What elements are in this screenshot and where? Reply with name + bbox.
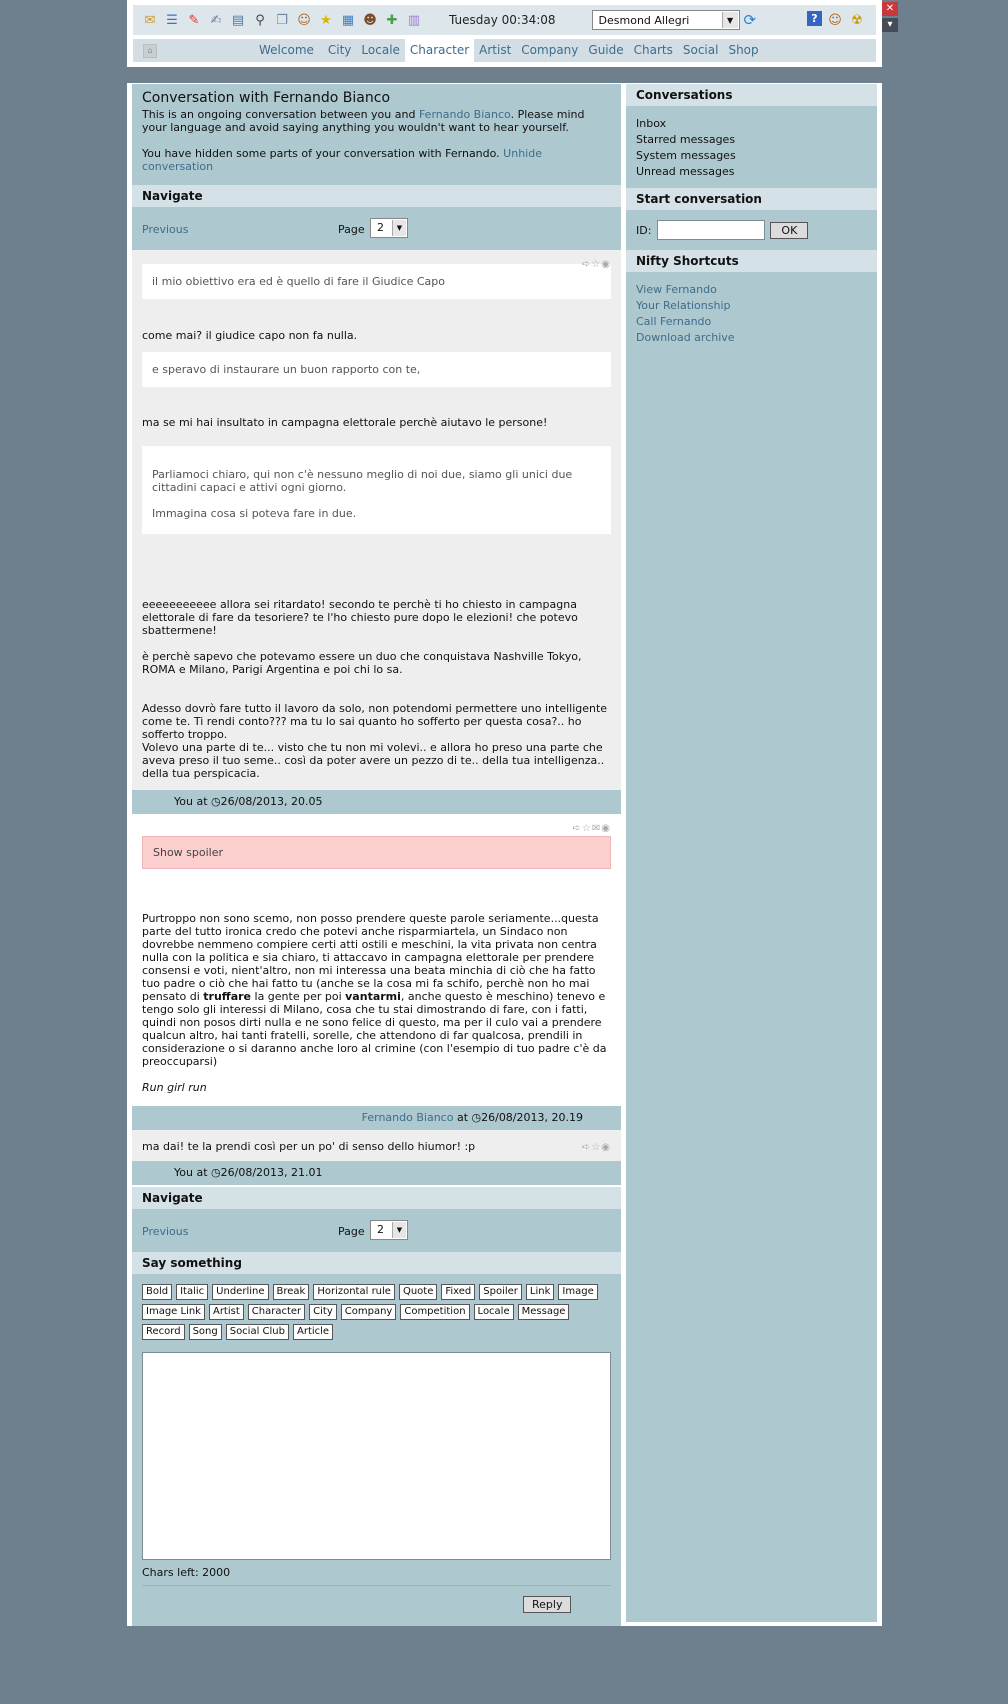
conversations-list <box>626 106 877 188</box>
format-button-locale[interactable]: Locale <box>474 1304 514 1320</box>
character-select-value: Desmond Allegri <box>598 13 690 27</box>
message-actions <box>573 822 611 835</box>
forward-icon[interactable]: ➪ <box>581 259 592 270</box>
forward-icon[interactable]: ➪ <box>581 1142 592 1153</box>
reply-form <box>132 1274 621 1626</box>
sidebar-item-starred[interactable]: Starred messages <box>636 133 736 146</box>
hidden-text: You have hidden some parts of your conversation with Fernando. <box>142 147 504 160</box>
format-button-song[interactable]: Song <box>189 1324 222 1340</box>
bold-text: vantarmi <box>345 990 401 1003</box>
sidebar-item-inbox[interactable]: Inbox <box>636 117 667 130</box>
format-button-horizontal-rule[interactable]: Horizontal rule <box>313 1284 395 1300</box>
format-button-article[interactable]: Article <box>293 1324 333 1340</box>
quote-block: il mio obiettivo era ed è quello di fare il Giudice Capo <box>142 264 611 299</box>
message-author: You <box>174 1166 193 1179</box>
hide-icon[interactable]: ◉ <box>601 823 611 834</box>
page-select-value: 2 <box>377 221 384 234</box>
book-icon[interactable]: ▤ <box>231 12 245 28</box>
people-icon[interactable]: ☺ <box>297 12 311 28</box>
mail-icon[interactable]: ✉ <box>591 823 602 834</box>
format-button-message[interactable]: Message <box>518 1304 570 1320</box>
trash-icon[interactable]: ▥ <box>407 12 421 28</box>
message <box>132 1130 621 1161</box>
nav-artist[interactable]: Artist <box>479 43 512 57</box>
ok-button[interactable]: OK <box>770 222 808 239</box>
clock-icon: ◷ <box>211 1166 221 1179</box>
message-meta <box>132 1161 621 1185</box>
message-meta <box>132 790 621 814</box>
say-something-heading: Say something <box>132 1252 621 1274</box>
radiation-icon[interactable]: ☢ <box>851 12 863 28</box>
star-icon[interactable]: ☆ <box>581 823 592 834</box>
message <box>132 250 621 790</box>
message-at: at <box>453 1111 472 1124</box>
nav-charts[interactable]: Charts <box>633 43 673 57</box>
format-button-quote[interactable]: Quote <box>399 1284 437 1300</box>
search-icon[interactable]: ⚲ <box>255 12 265 28</box>
toolbar-right-icons <box>805 11 868 29</box>
star-icon[interactable]: ★ <box>320 12 332 28</box>
pen-icon[interactable]: ✎ <box>188 12 200 28</box>
conversation-header <box>132 84 621 185</box>
fernando-link[interactable]: Fernando Bianco <box>418 108 511 121</box>
toolbar <box>133 5 876 35</box>
start-conversation-form <box>626 210 877 250</box>
previous-link[interactable]: Previous <box>142 1225 189 1238</box>
page-label: Page <box>338 1225 365 1238</box>
message-time: 26/08/2013, 20.05 <box>220 795 323 808</box>
forward-icon[interactable]: ➪ <box>572 823 582 834</box>
navigate-bar <box>132 1209 621 1252</box>
format-button-italic[interactable]: Italic <box>176 1284 208 1300</box>
clock: Tuesday 00:34:08 <box>449 13 556 27</box>
show-spoiler-button[interactable]: Show spoiler <box>142 836 611 869</box>
message-actions <box>582 258 611 271</box>
toolbar-icons <box>141 11 427 29</box>
nav-locale[interactable]: Locale <box>361 43 400 57</box>
messages-icon[interactable]: ✉ <box>144 12 156 28</box>
message-at: at <box>192 795 212 808</box>
message-actions <box>582 1141 611 1154</box>
shortcut-download[interactable]: Download archive <box>636 331 735 344</box>
chevron-down-icon: ▼ <box>392 1222 406 1238</box>
message-time: 26/08/2013, 21.01 <box>220 1166 323 1179</box>
top-bar <box>127 0 882 67</box>
message-author: You <box>174 795 193 808</box>
navigate-bar <box>132 207 621 250</box>
message-text: eeeeeeeeeee allora sei ritardato! secondo te perchè ti ho chiesto in campagna elettorale di fare da tesoriere? te l'ho chiesto pure dopo le elezioni! che potevo sbattermene! <box>142 598 578 637</box>
chevron-down-icon: ▼ <box>392 220 406 236</box>
quote-block <box>142 446 611 534</box>
shortcut-relationship[interactable]: Your Relationship <box>636 299 731 312</box>
refresh-icon[interactable]: ⟳ <box>743 11 757 29</box>
id-label: ID: <box>636 223 652 237</box>
chart-icon[interactable]: ▦ <box>341 12 355 28</box>
message-text-c: , anche questo è meschino) tenevo e tengo solo gli interessi di Milano, cosa che tu stai dimostrando di fare, con i fatti, quindi non posos dirti nulla e ne sono felice di questo, ma per il culo vai a prendere qualcun altro, hai tanti fratelli, sorelle, che attendono di far qualcosa, prendili in considerazione o si daranno anche loro al crimine (con l'esempio di tuo padre c'è da preoccuparsi) <box>142 990 607 1068</box>
format-button-competition[interactable]: Competition <box>400 1304 469 1320</box>
formatting-toolbar <box>132 1274 621 1350</box>
help-icon[interactable]: ? <box>807 11 822 26</box>
minimize-icon[interactable]: ▾ <box>882 18 898 32</box>
format-button-underline[interactable]: Underline <box>212 1284 268 1300</box>
nav-links <box>254 39 764 62</box>
message-author[interactable]: Fernando Bianco <box>361 1111 454 1124</box>
message-text: è perchè sapevo che potevamo essere un duo che conquistava Nashville Tokyo, ROMA e Milano, Parigi Argentina e poi chi lo sa. <box>142 650 582 676</box>
unhide-link[interactable]: Unhide conversation <box>142 147 542 173</box>
message-at: at <box>192 1166 212 1179</box>
message-text-b: la gente per poi <box>251 990 346 1003</box>
sidebar <box>626 84 877 1622</box>
contacts-icon[interactable]: ☰ <box>166 12 178 28</box>
format-button-break[interactable]: Break <box>273 1284 310 1300</box>
hide-icon[interactable]: ◉ <box>601 259 611 270</box>
page-label: Page <box>338 223 365 236</box>
clock-icon: ◷ <box>211 795 221 808</box>
star-icon[interactable]: ☆ <box>591 1142 602 1153</box>
window-controls <box>882 2 900 34</box>
id-input[interactable] <box>657 220 765 240</box>
profile-icon[interactable]: ☺ <box>828 12 842 28</box>
close-icon[interactable]: ✕ <box>882 2 898 16</box>
hide-icon[interactable]: ◉ <box>601 1142 611 1153</box>
user-icon[interactable]: ☻ <box>363 12 377 28</box>
format-button-company[interactable]: Company <box>341 1304 397 1320</box>
quote-text: Parliamoci chiaro, qui non c'è nessuno meglio di noi due, siamo gli unici due cittadini capaci e attivi ogni giorno. <box>152 468 573 494</box>
conversation-column <box>132 84 621 1626</box>
intro-text-a: This is an ongoing conversation between you and <box>142 108 419 121</box>
shortcuts-list <box>626 272 877 354</box>
format-button-city[interactable]: City <box>309 1304 337 1320</box>
start-conversation-heading: Start conversation <box>626 188 877 210</box>
shortcuts-heading: Nifty Shortcuts <box>626 250 877 272</box>
quote-block: e speravo di instaurare un buon rapporto con te, <box>142 352 611 387</box>
format-button-image[interactable]: Image <box>558 1284 597 1300</box>
page-title: Conversation with Fernando Bianco <box>142 90 391 106</box>
message-textarea[interactable] <box>142 1352 611 1560</box>
intro-text-b: . Please mind your language and avoid saying anything you wouldn't want to hear yourself. <box>142 108 585 134</box>
nav-social[interactable]: Social <box>682 43 719 57</box>
message <box>132 814 621 1106</box>
message-text: come mai? il giudice capo non fa nulla. <box>142 329 358 342</box>
reply-button[interactable]: Reply <box>523 1596 571 1613</box>
star-icon[interactable]: ☆ <box>591 259 602 270</box>
main-nav <box>133 39 876 62</box>
bold-text: truffare <box>203 990 252 1003</box>
message-time: 26/08/2013, 20.19 <box>481 1111 583 1124</box>
nav-guide[interactable]: Guide <box>588 43 624 57</box>
format-button-spoiler[interactable]: Spoiler <box>479 1284 522 1300</box>
document-icon[interactable]: ❐ <box>276 12 288 28</box>
nav-company[interactable]: Company <box>521 43 579 57</box>
sidebar-item-unread[interactable]: Unread messages <box>636 165 735 178</box>
shortcut-view-fernando[interactable]: View Fernando <box>636 283 717 296</box>
sidebar-item-system[interactable]: System messages <box>636 149 736 162</box>
shortcut-call[interactable]: Call Fernando <box>636 315 712 328</box>
reply-row <box>132 1586 621 1626</box>
nav-character[interactable]: Character <box>405 39 474 62</box>
page-select[interactable] <box>370 1220 408 1240</box>
navigate-heading: Navigate <box>132 1187 621 1209</box>
message-text: ma dai! te la prendi così per un po' di senso dello hiumor! :p <box>142 1140 476 1153</box>
navigate-heading: Navigate <box>132 185 621 207</box>
italic-text: Run girl run <box>142 1081 207 1094</box>
clock-icon: ◷ <box>471 1111 482 1124</box>
message-text: ma se mi hai insultato in campagna elettorale perchè aiutavo le persone! <box>142 416 548 429</box>
home-icon[interactable]: ⌂ <box>143 44 157 58</box>
page-select-value: 2 <box>377 1223 384 1236</box>
intro-text <box>132 108 621 185</box>
format-button-bold[interactable]: Bold <box>142 1284 172 1300</box>
nav-welcome[interactable]: Welcome <box>259 43 314 57</box>
message-text-a: Purtroppo non sono scemo, non posso prendere queste parole seriamente...questa parte del tutto ironica credo che potevi anche risparmiartela, un Sindaco non dovrebbe nemmeno compiere certi atti ostili e meschini, la vita privata non centra nulla con la politica e sia chiaro, ti attaccavo in campagna elettorale per prendere consensi e voti, nient'altro, non mi interessa una beata minchia di ciò che ha fatto tuo padre o ciò che hai fatto tu (anche se la cosa mi fa schifo, perchè non ho mai pensato di <box>142 912 599 1003</box>
format-button-artist[interactable]: Artist <box>209 1304 244 1320</box>
page-select[interactable] <box>370 218 408 238</box>
previous-link[interactable]: Previous <box>142 223 189 236</box>
character-select[interactable] <box>592 10 740 30</box>
format-button-character[interactable]: Character <box>248 1304 305 1320</box>
message-text <box>142 912 611 1068</box>
message-text: Adesso dovrò fare tutto il lavoro da solo, non potendomi permettere uno intelligente come te. Ti rendi conto??? ma tu lo sai quanto ho sofferto per questa cosa?.. ho sofferto troppo. <box>142 702 608 741</box>
format-button-record[interactable]: Record <box>142 1324 185 1340</box>
format-button-image-link[interactable]: Image Link <box>142 1304 205 1320</box>
nav-city[interactable]: City <box>327 43 352 57</box>
conversations-heading: Conversations <box>626 84 877 106</box>
nav-shop[interactable]: Shop <box>728 43 759 57</box>
chars-left: Chars left: 2000 <box>142 1560 611 1586</box>
add-icon[interactable]: ✚ <box>386 12 398 28</box>
format-button-social-club[interactable]: Social Club <box>226 1324 289 1340</box>
chevron-down-icon: ▼ <box>722 12 738 28</box>
format-button-link[interactable]: Link <box>526 1284 554 1300</box>
message-meta <box>132 1106 621 1130</box>
quote-text: Immagina cosa si poteva fare in due. <box>152 507 357 520</box>
notes-icon[interactable]: ✍ <box>210 12 222 28</box>
format-button-fixed[interactable]: Fixed <box>441 1284 475 1300</box>
message-text: Volevo una parte di te... visto che tu non mi volevi.. e allora ho preso una parte che aveva preso il tuo seme.. così da poter avere un pezzo di te.. della tua intelligenza.. della tua perspicacia. <box>142 741 605 780</box>
